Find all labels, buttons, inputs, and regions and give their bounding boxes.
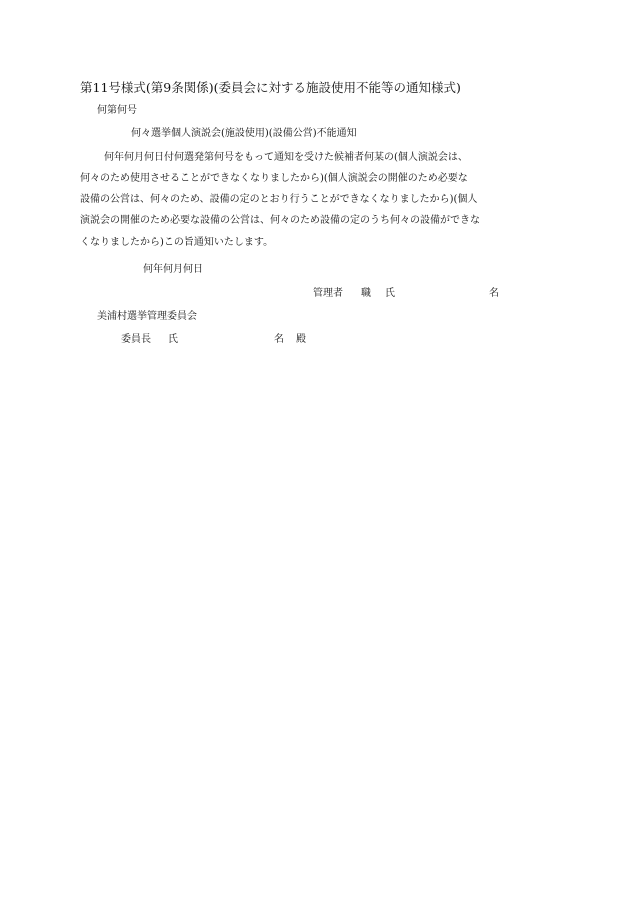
- sender-name-suffix: 名: [489, 288, 499, 299]
- recipient-honorific: 殿: [296, 334, 306, 345]
- sender-name-label: 氏: [385, 288, 395, 299]
- body-line-2: 何々のため使用させることができなくなりましたから)(個人演説会の開催のため必要な: [80, 173, 468, 184]
- body-line-4: 演説会の開催のため必要な設備の公営は、何々のため設備の定のうち何々の設備ができな: [80, 215, 480, 226]
- recipient-name-suffix: 名: [274, 334, 284, 345]
- notice-date: 何年何月何日: [143, 264, 203, 275]
- recipient-name-label: 氏: [168, 334, 178, 345]
- sender-role: 管理者: [313, 288, 343, 299]
- notice-subject: 何々選挙個人演説会(施設使用)(設備公営)不能通知: [131, 128, 357, 139]
- form-heading: 第11号様式(第9条関係)(委員会に対する施設使用不能等の通知様式): [80, 80, 461, 95]
- body-line-5: くなりましたから)この旨通知いたします。: [80, 237, 274, 248]
- recipient-organization: 美浦村選挙管理委員会: [97, 311, 197, 322]
- body-line-3: 設備の公営は、何々のため、設備の定のとおり行うことができなくなりましたから)(個人: [80, 194, 478, 205]
- body-line-1: 何年何月何日付何選発第何号をもって通知を受けた候補者何某の(個人演説会は、: [104, 152, 468, 163]
- document-number: 何第何号: [97, 105, 137, 116]
- sender-title: 職: [361, 288, 371, 299]
- recipient-title: 委員長: [121, 334, 151, 345]
